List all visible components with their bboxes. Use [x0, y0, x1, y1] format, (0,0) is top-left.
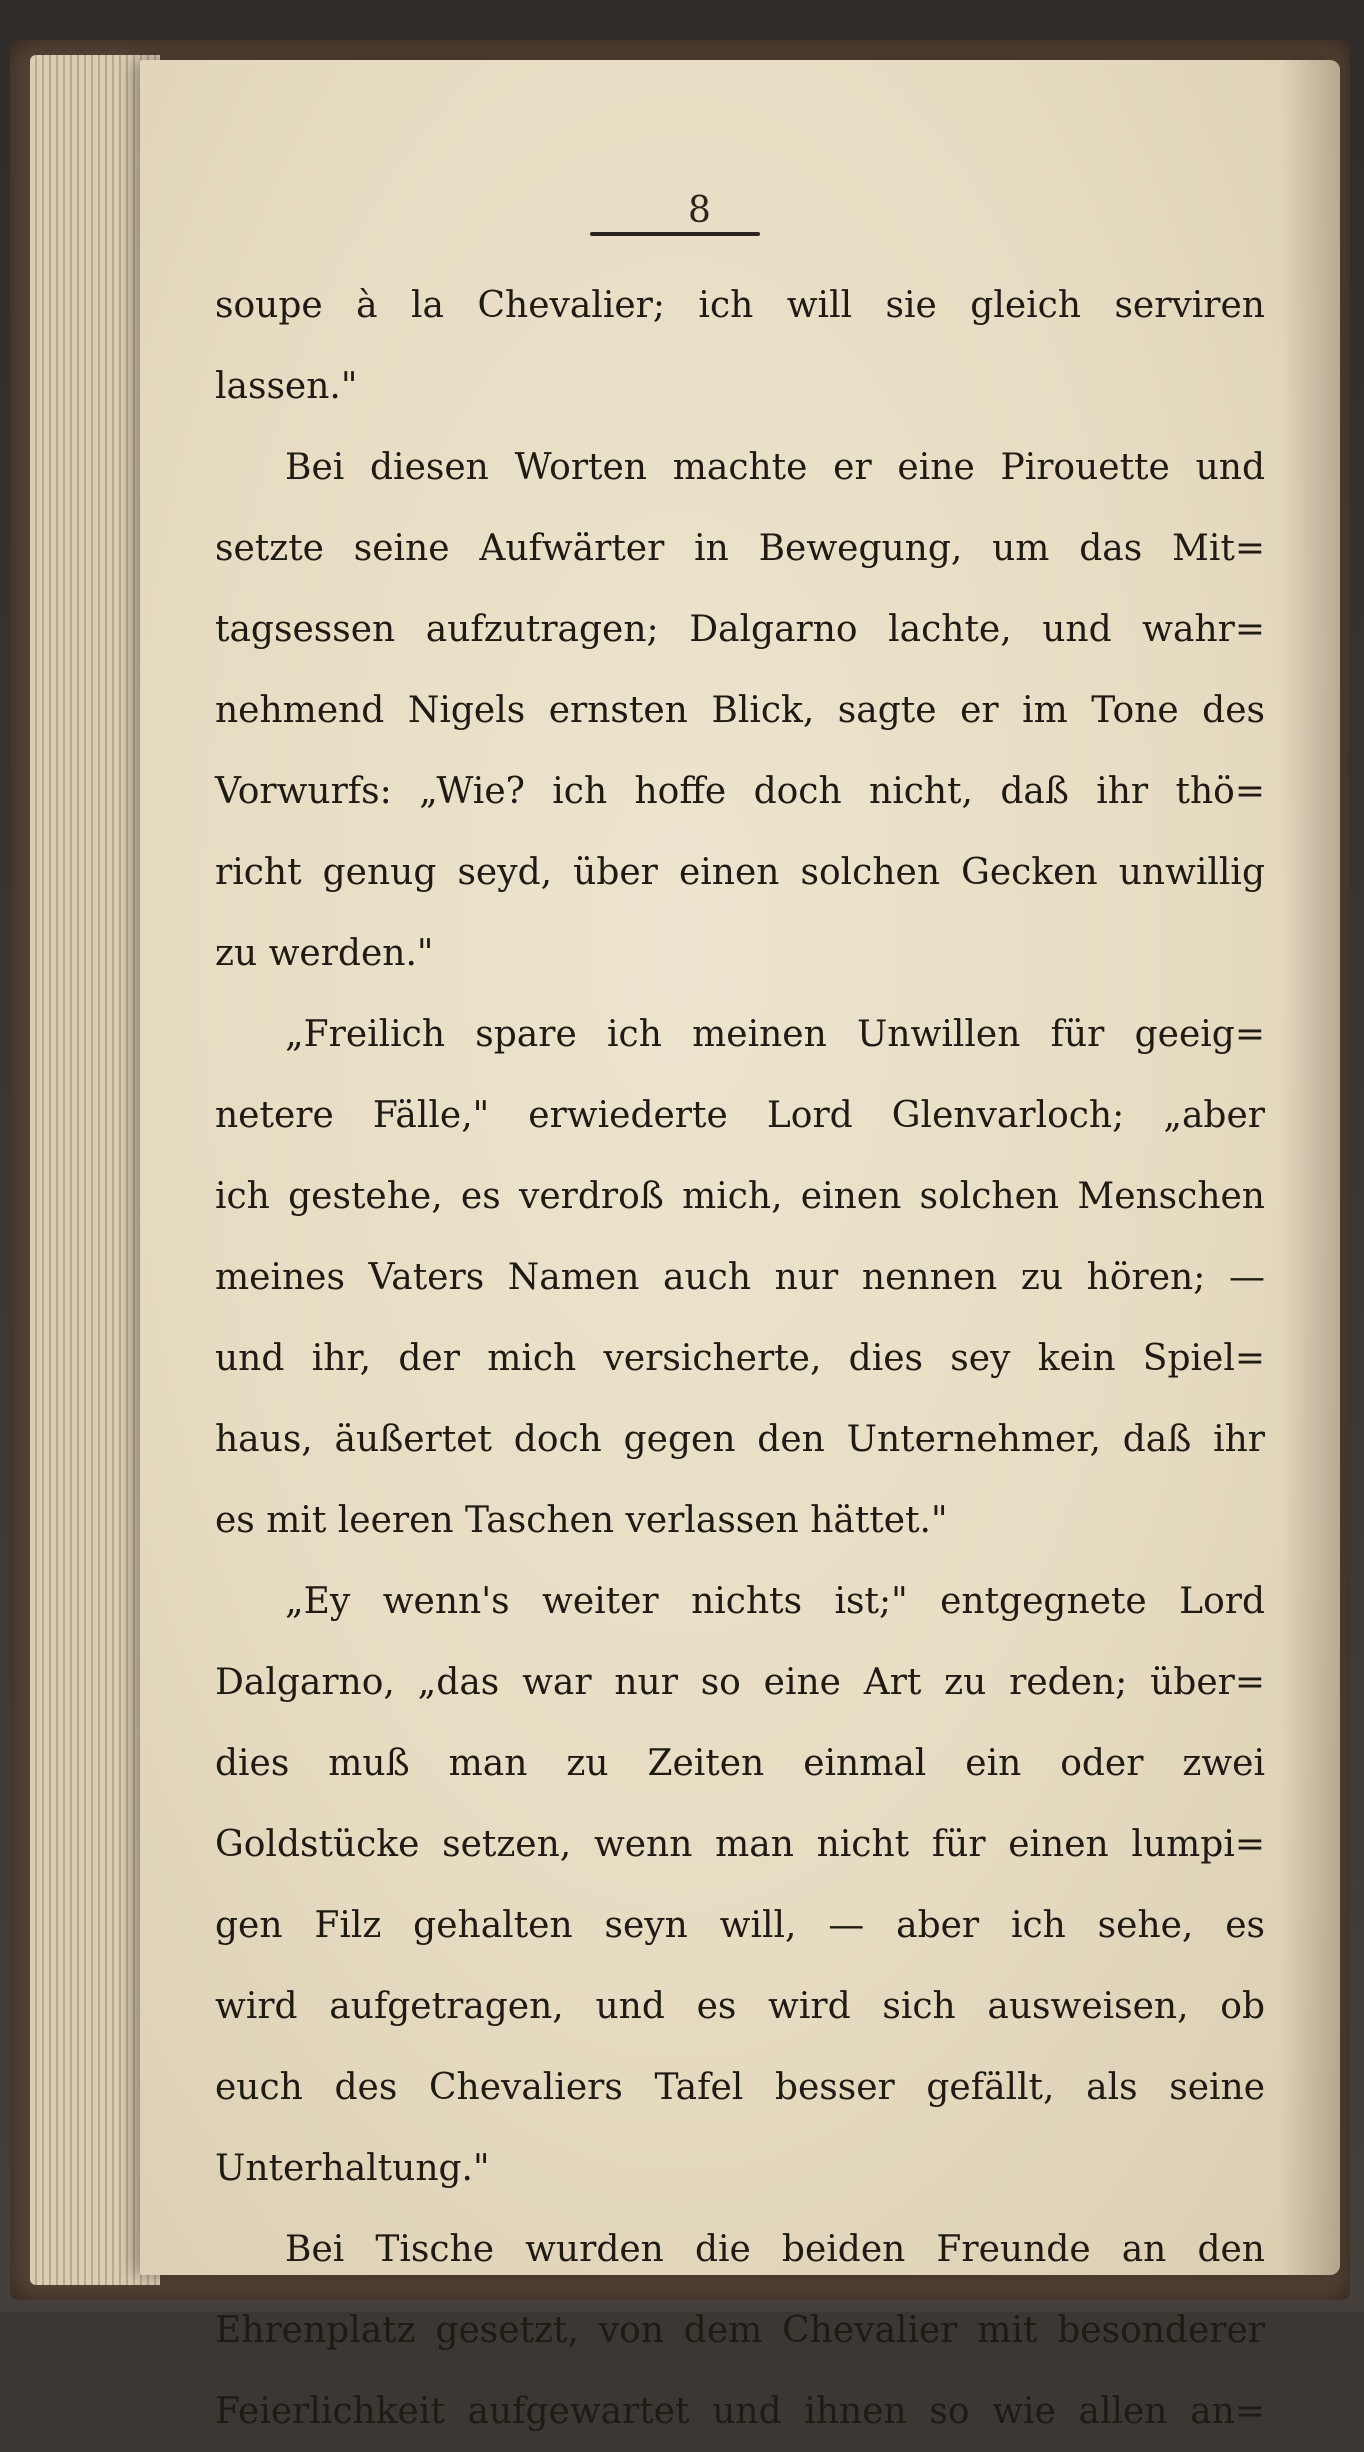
text-line: lassen." [215, 366, 358, 407]
text-line: setzte seine Aufwärter in Bewegung, um das Mit= [215, 528, 1265, 569]
text-line: es mit leeren Taschen verlassen hättet." [215, 1500, 948, 1541]
text-line: meines Vaters Namen auch nur nennen zu hören; — [215, 1257, 1265, 1298]
text-line: und ihr, der mich versicherte, dies sey kein Spiel= [215, 1338, 1265, 1379]
text-line: gen Filz gehalten seyn will, — aber ich sehe, es [215, 1905, 1265, 1946]
text-line: Dalgarno, „das war nur so eine Art zu reden; über= [215, 1662, 1265, 1703]
page-number: 8 [688, 190, 712, 231]
text-line: nehmend Nigels ernsten Blick, sagte er im Tone des [215, 690, 1265, 731]
text-line: „Ey wenn's weiter nichts ist;" entgegnete Lord [285, 1581, 1265, 1622]
text-line: Vorwurfs: „Wie? ich hoffe doch nicht, daß ihr thö= [215, 771, 1265, 812]
text-line: netere Fälle," erwiederte Lord Glenvarloch; „aber [215, 1095, 1265, 1136]
text-line: tagsessen aufzutragen; Dalgarno lachte, und wahr= [215, 609, 1265, 650]
text-line: Feierlichkeit aufgewartet und ihnen so wie allen an= [215, 2391, 1265, 2432]
header-rule [590, 232, 760, 236]
gutter-shadow [1280, 60, 1340, 2275]
page-text [215, 265, 1265, 2452]
text-line: haus, äußertet doch gegen den Unternehmer, daß ihr [215, 1419, 1265, 1460]
text-line: Ehrenplatz gesetzt, von dem Chevalier mit besonderer [215, 2310, 1265, 2351]
text-line: zu werden." [215, 933, 434, 974]
text-line: „Freilich spare ich meinen Unwillen für geeig= [285, 1014, 1265, 1055]
text-line: wird aufgetragen, und es wird sich ausweisen, ob [215, 1986, 1265, 2027]
text-line: Unterhaltung." [215, 2148, 490, 2189]
text-line: dies muß man zu Zeiten einmal ein oder zwei [215, 1743, 1265, 1784]
text-line: soupe à la Chevalier; ich will sie gleich serviren [215, 285, 1265, 326]
text-line: Bei diesen Worten machte er eine Pirouette und [285, 447, 1265, 488]
text-line: Bei Tische wurden die beiden Freunde an den [285, 2229, 1265, 2270]
text-line: euch des Chevaliers Tafel besser gefällt, als seine [215, 2067, 1265, 2108]
text-line: Goldstücke setzen, wenn man nicht für einen lumpi= [215, 1824, 1265, 1865]
text-line: richt genug seyd, über einen solchen Gecken unwillig [215, 852, 1265, 893]
text-line: ich gestehe, es verdroß mich, einen solchen Menschen [215, 1176, 1265, 1217]
